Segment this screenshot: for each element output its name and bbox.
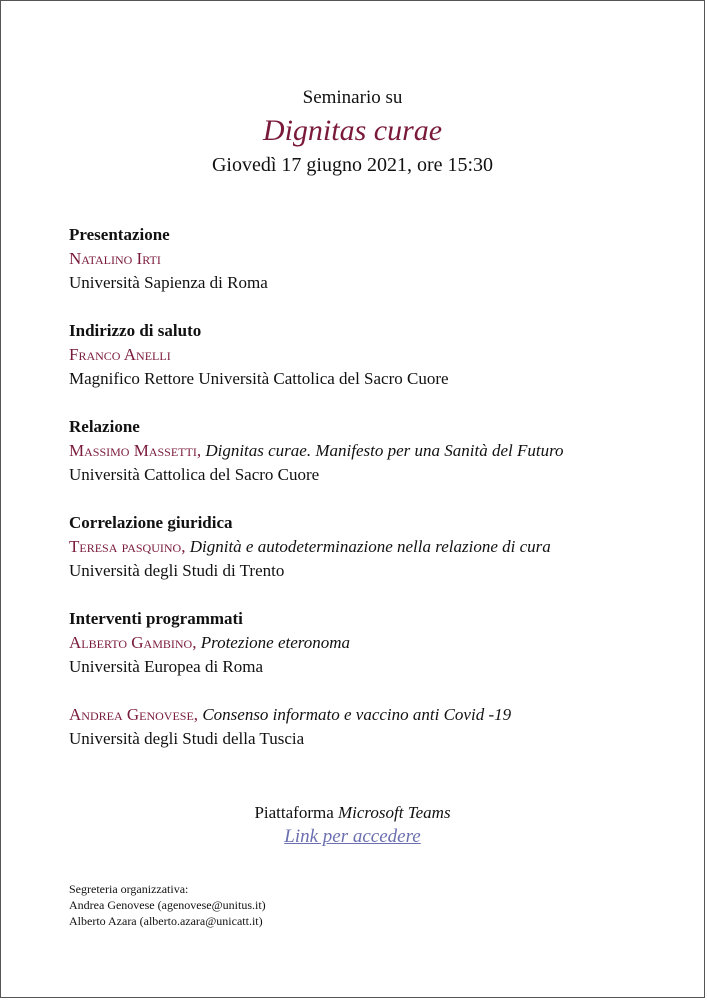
program-section bbox=[69, 703, 669, 751]
section-heading: Presentazione bbox=[69, 225, 170, 244]
platform-name: Microsoft Teams bbox=[338, 803, 451, 822]
speaker-line bbox=[69, 439, 669, 463]
program-section bbox=[69, 415, 669, 487]
talk-title: Dignitas curae. Manifesto per una Sanità del Futuro bbox=[205, 441, 564, 460]
speaker-line bbox=[69, 631, 669, 655]
speaker-name: Natalino Irti bbox=[69, 249, 161, 268]
program bbox=[69, 223, 669, 775]
affiliation: Università Europea di Roma bbox=[69, 657, 264, 676]
talk-title: Dignità e autodeterminazione nella relazione di cura bbox=[189, 537, 551, 556]
platform-line bbox=[1, 801, 704, 825]
program-section bbox=[69, 319, 669, 391]
seminar-header bbox=[1, 85, 704, 179]
platform-prefix: Piattaforma bbox=[254, 803, 334, 822]
speaker-name: Massimo Massetti, bbox=[69, 441, 202, 460]
talk-title: Protezione eteronoma bbox=[200, 633, 351, 652]
speaker-line bbox=[69, 535, 669, 559]
program-section bbox=[69, 511, 669, 583]
section-heading: Indirizzo di saluto bbox=[69, 321, 202, 340]
program-section bbox=[69, 223, 669, 295]
section-heading: Correlazione giuridica bbox=[69, 513, 233, 532]
affiliation: Università degli Studi di Trento bbox=[69, 561, 285, 580]
section-heading: Relazione bbox=[69, 417, 140, 436]
pre-title: Seminario su bbox=[302, 87, 403, 108]
speaker-name: Alberto Gambino, bbox=[69, 633, 197, 652]
section-heading: Interventi programmati bbox=[69, 609, 243, 628]
affiliation: Università Sapienza di Roma bbox=[69, 273, 268, 292]
speaker-line bbox=[69, 703, 669, 727]
affiliation: Università Cattolica del Sacro Cuore bbox=[69, 465, 320, 484]
speaker-name: Franco Anelli bbox=[69, 345, 171, 364]
affiliation: Magnifico Rettore Università Cattolica del Sacro Cuore bbox=[69, 369, 449, 388]
secretariat bbox=[69, 881, 266, 929]
speaker-line bbox=[69, 247, 669, 271]
affiliation: Università degli Studi della Tuscia bbox=[69, 729, 305, 748]
speaker-line bbox=[69, 343, 669, 367]
seminar-date: Giovedì 17 giugno 2021, ore 15:30 bbox=[211, 154, 494, 176]
talk-title: Consenso informato e vaccino anti Covid -19 bbox=[202, 705, 512, 724]
platform-info bbox=[1, 801, 704, 849]
speaker-name: Andrea Genovese, bbox=[69, 705, 199, 724]
secretariat-contact: Alberto Azara (alberto.azara@unicatt.it) bbox=[69, 914, 263, 928]
access-link[interactable]: Link per accedere bbox=[284, 826, 421, 847]
program-section bbox=[69, 607, 669, 679]
seminar-title: Dignitas curae bbox=[262, 114, 443, 147]
secretariat-contact: Andrea Genovese (agenovese@unitus.it) bbox=[69, 898, 266, 912]
secretariat-label: Segreteria organizzativa: bbox=[69, 882, 189, 896]
speaker-name: Teresa pasquino, bbox=[69, 537, 186, 556]
